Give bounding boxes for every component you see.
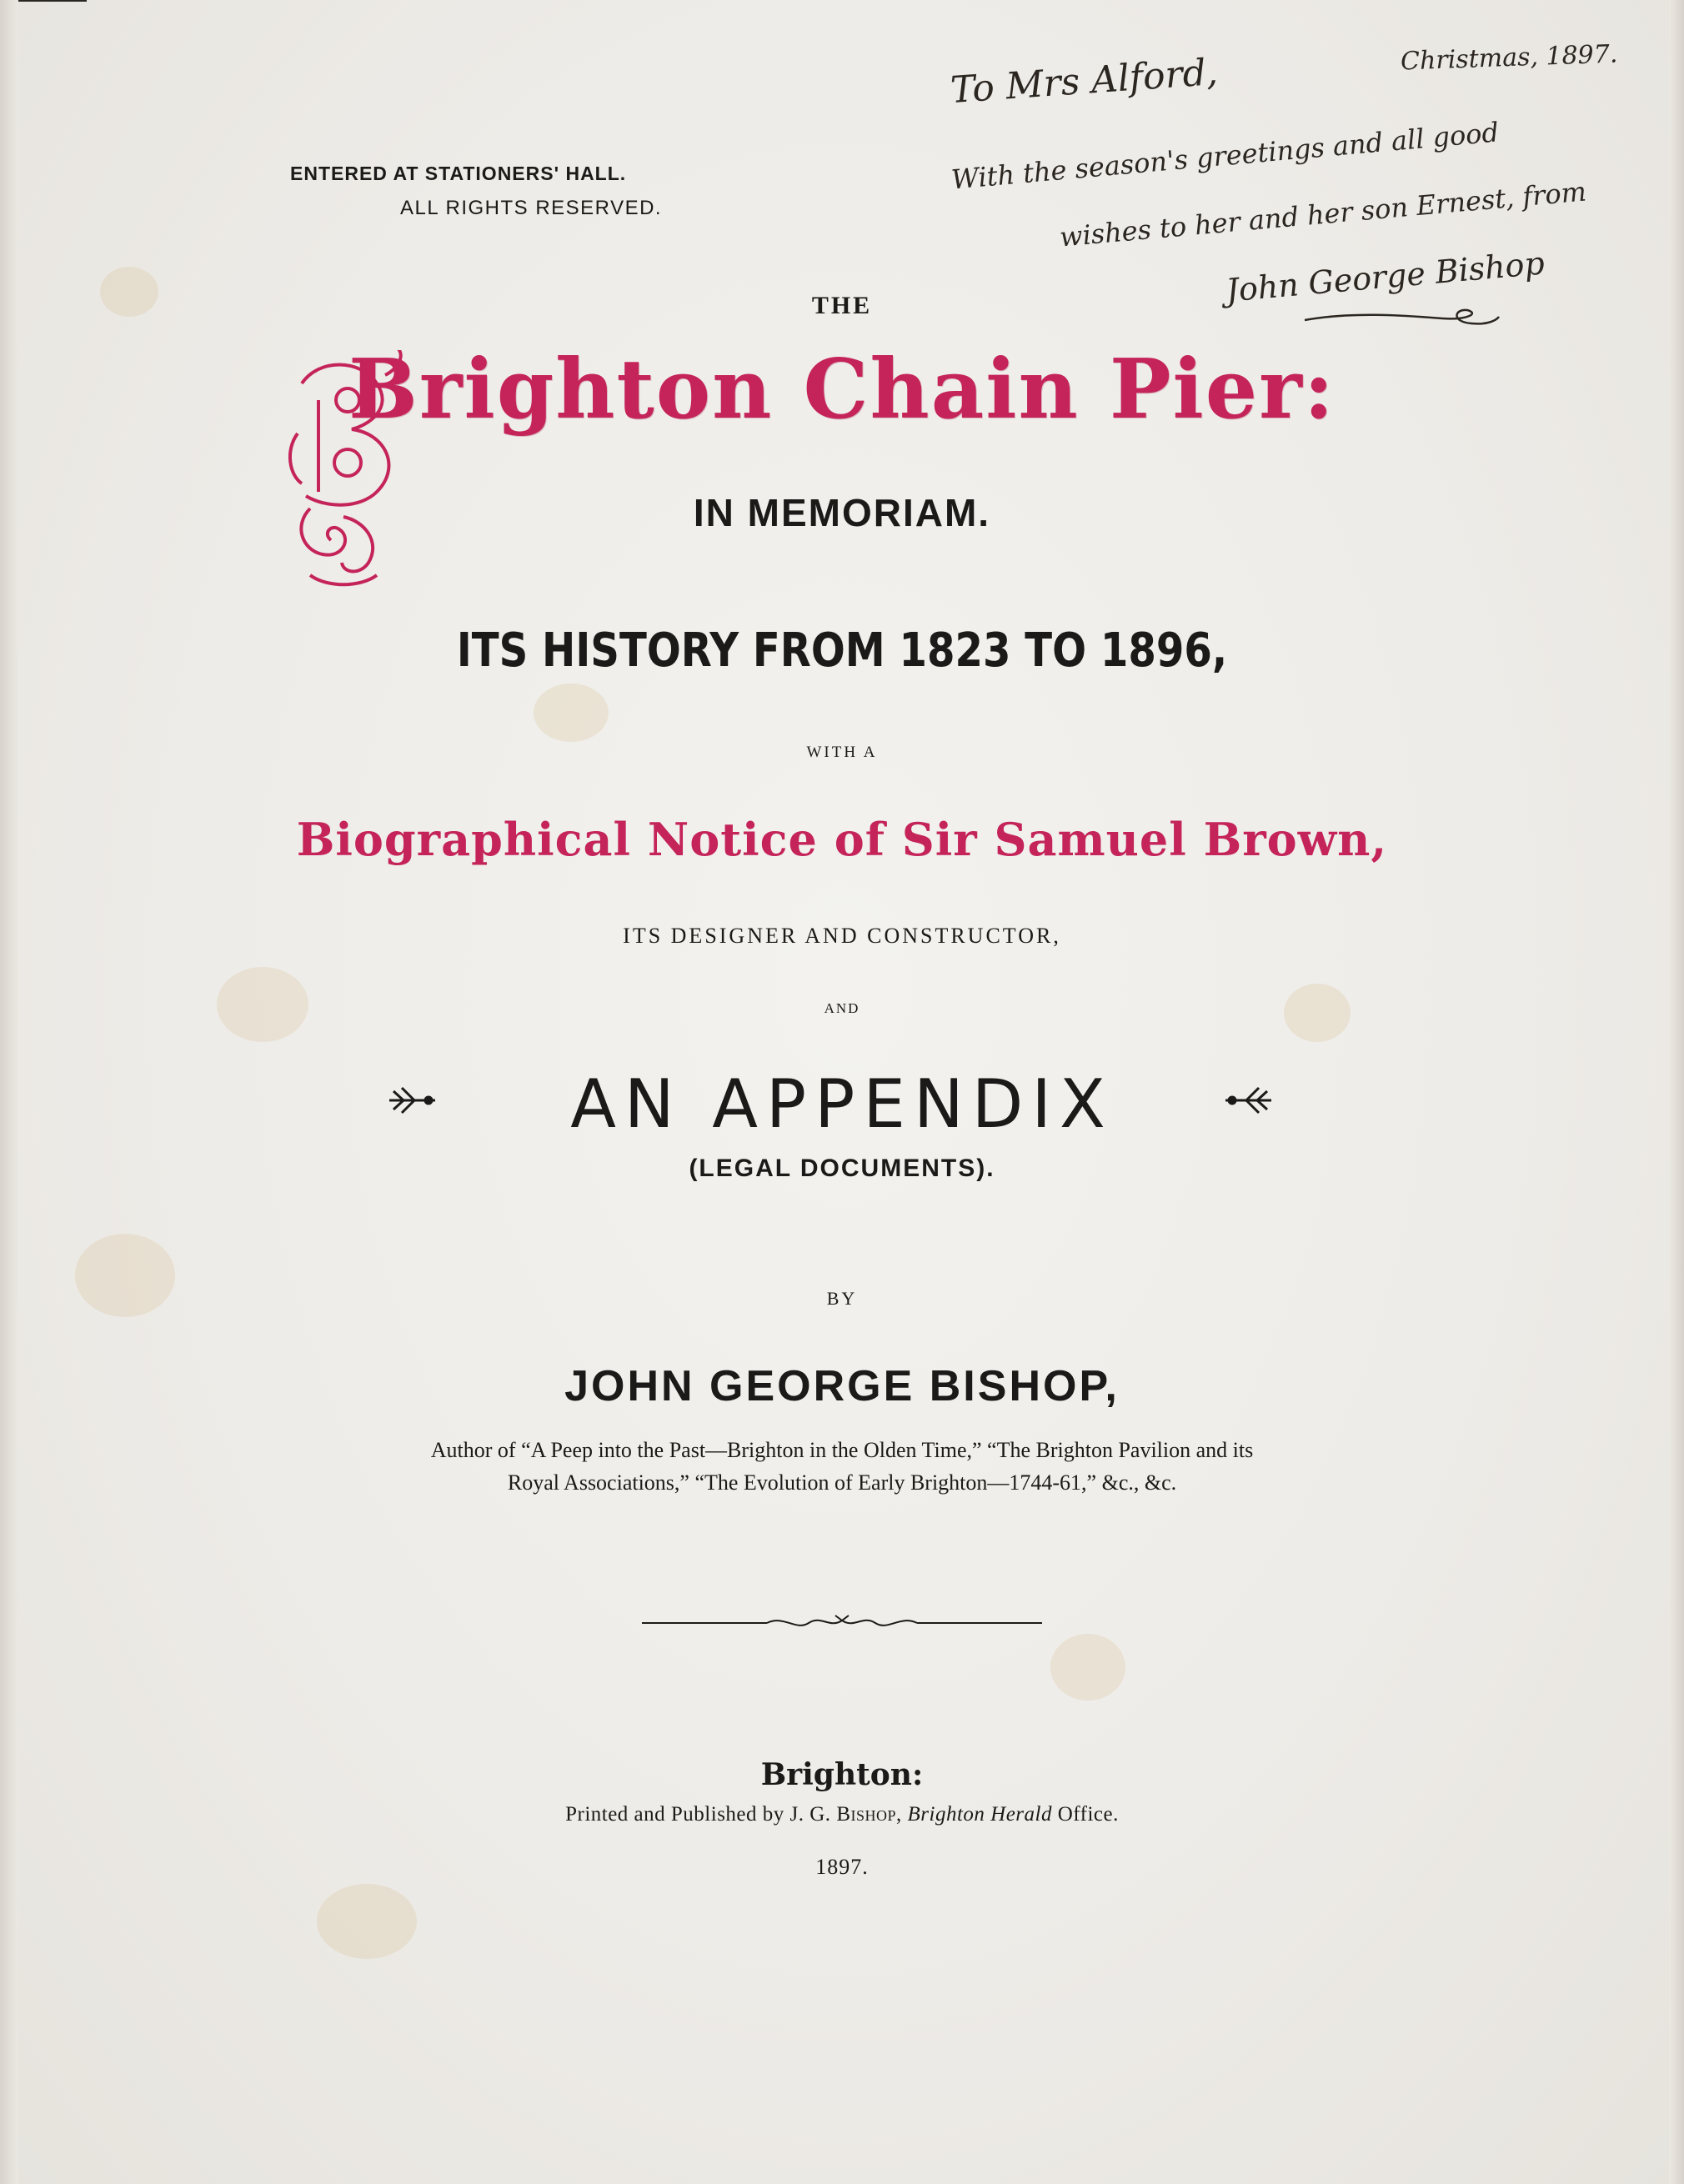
- imprint-prefix: Printed and Published by J. G.: [565, 1803, 837, 1826]
- biographical-notice: Biographical Notice of Sir Samuel Brown,: [296, 813, 1388, 866]
- author-name: JOHN GEORGE BISHOP,: [564, 1362, 1120, 1410]
- entered-notice: ENTERED AT STATIONERS' HALL.: [290, 163, 627, 184]
- title-subtitle: IN MEMORIAM.: [693, 491, 991, 534]
- and-line: AND: [824, 1000, 860, 1016]
- author-works-line-1: Author of “A Peep into the Past—Brighton in the Olden Time,” “The Brighton Pavilion and its: [430, 1438, 1254, 1462]
- main-title-block: [0, 342, 1684, 438]
- inscription-line-1: With the season's greetings and all good: [950, 116, 1501, 196]
- imprint-printer-name: Bishop: [836, 1803, 897, 1826]
- designer-line: ITS DESIGNER AND CONSTRUCTOR,: [623, 924, 1061, 948]
- imprint-separator: ,: [896, 1803, 908, 1826]
- foxing-spot: [317, 1884, 417, 1959]
- imprint-suffix: Office.: [1051, 1803, 1119, 1826]
- inscription-signature: John George Bishop: [1224, 244, 1546, 309]
- imprint-place: Brighton:: [760, 1757, 924, 1792]
- rights-notice: ALL RIGHTS RESERVED.: [400, 197, 663, 219]
- title-the: THE: [811, 292, 873, 319]
- main-title: Brighton Chain Pier:: [348, 342, 1336, 438]
- right-ornament-icon: [1217, 1079, 1276, 1121]
- decorative-rule: [642, 1610, 1042, 1635]
- imprint-publisher: [0, 1803, 1684, 1826]
- appendix-heading: AN APPENDIX: [570, 1065, 1114, 1143]
- author-works-line-2: Royal Associations,” “The Evolution of Early Brighton—1744-61,” &c., &c.: [507, 1470, 1177, 1495]
- inscription-date: Christmas, 1897.: [1400, 39, 1618, 77]
- with-a-line: WITH A: [806, 744, 878, 761]
- imprint-newspaper: Brighton Herald: [907, 1803, 1052, 1826]
- foxing-spot: [534, 684, 609, 742]
- by-line: BY: [826, 1288, 858, 1309]
- foxing-spot: [1050, 1634, 1125, 1701]
- legal-documents: (LEGAL DOCUMENTS).: [689, 1155, 995, 1182]
- inscription-to: To Mrs Alford,: [949, 50, 1220, 113]
- inscription-line-2: wishes to her and her son Ernest, from: [1058, 175, 1588, 253]
- history-line: ITS HISTORY FROM 1823 TO 1896,: [456, 624, 1228, 678]
- imprint-year: 1897.: [815, 1855, 869, 1879]
